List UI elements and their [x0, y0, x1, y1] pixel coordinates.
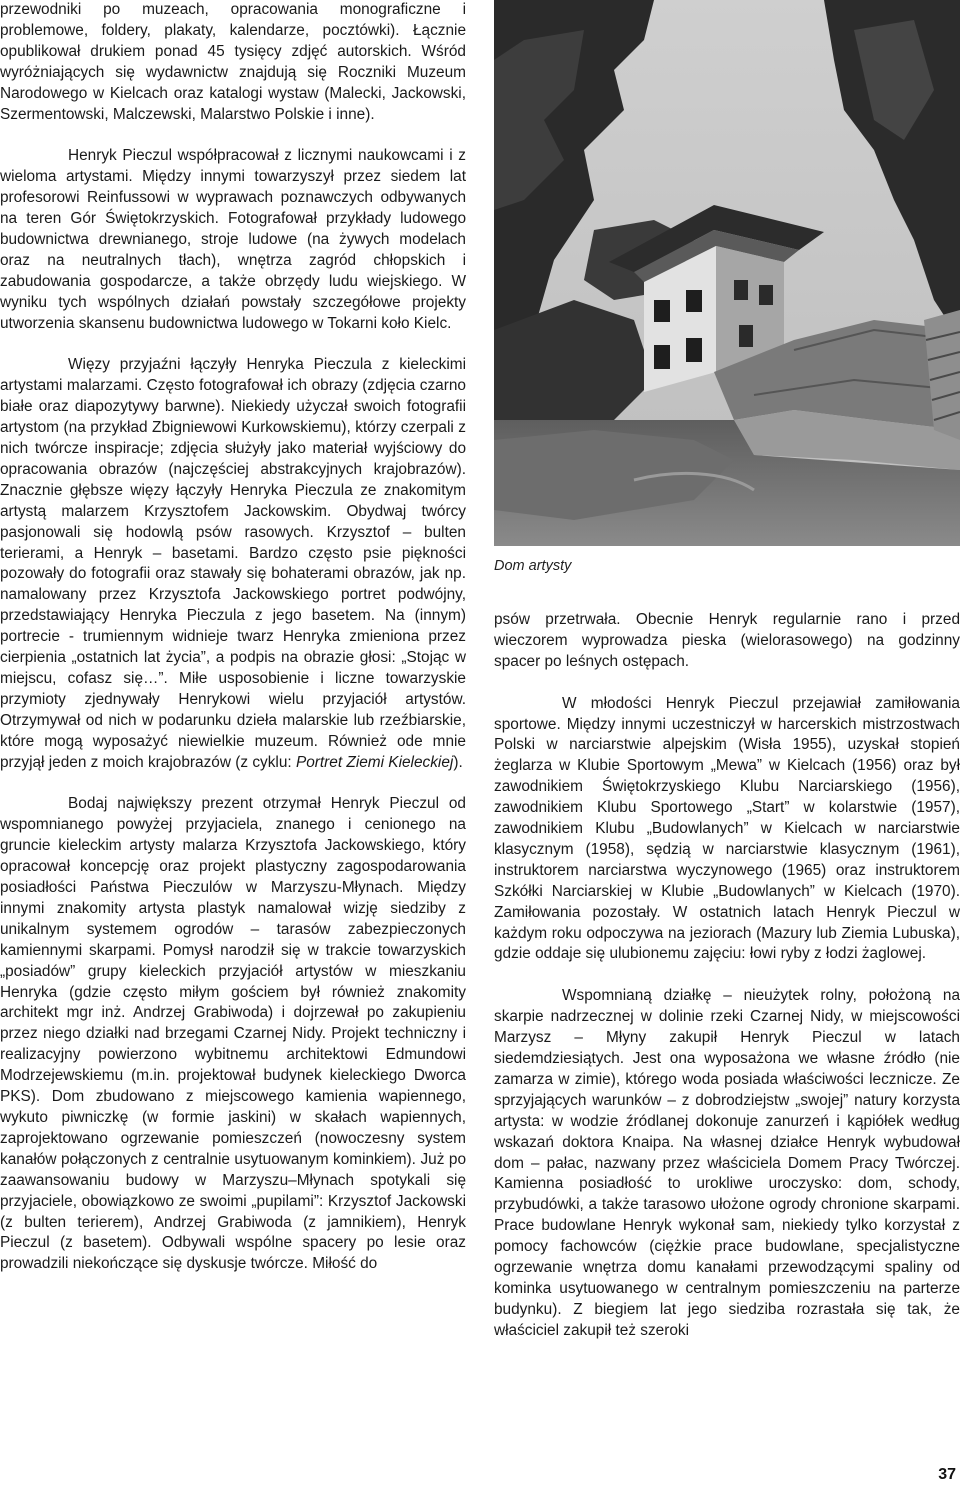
photo-caption: Dom artysty — [494, 558, 572, 574]
paragraph-friendship — [0, 355, 466, 773]
painting-cycle-title: Portret Ziemi Kieleckiej — [295, 753, 454, 771]
left-column — [0, 0, 466, 1275]
paragraph-collaboration: Henryk Pieczul współpracował z licznymi naukowcami i z wieloma artystami. Między innymi towarzyszył przez siedem lat profesorowi Reinfussowi w wyprawach poznawczych odbywanych na teren Gór Świętokrzyskich. Fotografował przykłady ludowego budownictwa drewnianego, stroje ludowe (na żywych modelach oraz na neutralnych tłach), wnętrza zagród chłopskich i zabudowania gospodarcze, a także obrzędy ludu wiejskiego. W wyniku tych wspólnych działań powstały szczegółowe projekty utworzenia skansenu budownictwa ludowego w Tokarni koło Kielc. — [0, 147, 466, 332]
paragraph-house-project: Bodaj największy prezent otrzymał Henryk Pieczul od wspomnianego powyżej przyjaciela, znanego i cenionego na gruncie kieleckim artysty malarza Krzysztofa Jackowskiego, który opracował koncepcję oraz projekt plastyczny zagospodarowania posiadłości Państwa Pieczulów w Marzyszu-Młynach. Między innymi znakomity artysta plastyk namalował wizję siedziby z unikalnym systemem ogrodów – tarasów zabezpieczonych kamiennymi skarpami. Pomysł narodził się w trakcie towarzyskich „posiadów” grupy kieleckich przyjaciół artystów w mieszkaniu Henryka (gdzie często miłym gościem był również znakomity architekt mgr inż. Andrzej Grabiwoda) i dojrzewał po zakupieniu przez niego działki nad brzegami Czarnej Nidy. Projekt techniczny i realizacyjny powierzono wybitnemu architektowi Edmundowi Modrzejewskiemu (m.in. projektował budynek kieleckiego Dworca PKS). Dom zbudowano z miejscowego kamienia wapiennego, wykuto piwniczkę (w formie jaskini) w skałach wapiennych, zaprojektowano ogrzewanie pomieszczeń (nowoczesny system kanałów połączonych z centralnie usytuowanym kominkiem). Już po zaawansowaniu budowy w Marzyszu–Młynach spotykali się przyjaciele, obowiązkowo ze swoimi „pupilami”: Krzysztof Jackowski (z bulten terierem), Andrzej Grabiwoda (z jamnikiem), Henryk Pieczul (z basetem). Odbywali wspólne spacery po lesie oraz prowadzili niekończące się dyskusje twórcze. Miłość do — [0, 795, 466, 1273]
page-number: 37 — [938, 1466, 956, 1483]
house-photo — [494, 0, 960, 546]
paragraph-sport: W młodości Henryk Pieczul przejawiał zamiłowania sportowe. Między innymi uczestniczył w harcerskich mistrzostwach Polski w narciarstwie alpejskim (Wisła 1955), uzyskał stopień żeglarza w Klubie Sportowym „Mewa” w Kielcach (1956) oraz był zawodnikiem Świętokrzyskiego Klubu Narciarskiego (1956), zawodnikiem Klubu Sportowego „Start” w kolarstwie (1957), zawodnikiem Klubu „Budowlanych” w Kielcach w narciarstwie klasycznym (1958), sędzią w narciarstwie klasycznym (1961), instruktorem narciarstwa wyczynowego (1965) oraz instruktorem Szkółki Narciarskiej w Klubie „Budowlanych” w Kielcach (1970). Zamiłowania pozostały. W ostatnich latach Henryk Pieczul w każdym roku odpoczywa na jeziorach (Mazury lub Ziemia Lubuska), gdzie oddaje się ulubionemu zajęciu: łowi ryby z łodzi żaglowej. — [494, 694, 960, 963]
paragraph-friendship-text: Więzy przyjaźni łączyły Henryka Pieczula z kieleckimi artystami malarzami. Często fotografował ich obrazy (zdjęcia czarno białe oraz diapozytywy barwne). Niekiedy użyczał swoich fotografii artystom (na przykład Zbigniewowi Kurkowskiemu), którzy czerpali z nich twórcze inspiracje; zdjęcia służyły jako materiał wyjściowy do opracowania obrazów (najczęściej abstrakcyjnych krajobrazów). Znacznie głębsze więzy łączyły Henryka Pieczula ze znakomitym artystą malarzem Krzysztofem Jackowskim. Obydwaj twórcy pasjonowali się hodowlą psów rasowych. Krzysztof – bulten terierami, a Henryk – basetami. Bardzo często psie piękności pozowały do fotografii oraz stawały się bohaterami obrazów, jak np. namalowany przez Krzysztofa Jackowskiego portret podwójny, przedstawiający Henryka Pieczula z jego basetem. Na (innym) portrecie - trumiennym widnieje twarz Henryka zmieniona przez cierpienia „ostatnich lat życia”, a podpis na obrazie głosi: „Stojąc w miejscu, cofasz się…”. Miłe usposobienie i liczne towarzyskie przymioty zjednywały Henrykowi wielu przyjaciół artystów. Otrzymywał od nich w podarunku dzieła malarskie lub rzeźbiarskie, które mogą wyposażyć niewielkie muzeum. Również ode mnie przyjął jeden z moich krajobrazów (z cyklu: — [0, 356, 466, 771]
paragraph-property: Wspomnianą działkę – nieużytek rolny, położoną na skarpie nadrzecznej w dolinie rzeki Czarnej Nidy, w miejscowości Marzysz – Młyny zakupił Henryk Pieczul w latach siedemdziesiątych. Jest ona wyposażona we własne źródło (nie zamarza w zimie), którego woda posiada właściwości lecznicze. Ze sprzyjających warunków – z dobrodziejstw „swojej” natury korzysta artysta: w wodzie źródlanej dokonuje zanurzeń i kąpiółek według wskazań doktora Knaipa. Na własnej działce Henryk wybudował dom – pałac, nazwany przez właściciela Domem Pracy Twórczej. Kamienna posiadłość to urokliwe uroczysko: dom, schody, przybudówki, a także tarasowo ułożone ogrody chronione skarpami. Prace budowlane Henryk wykonał sam, niekiedy tylko korzystał z pomocy fachowców (ciężkie prace budowlane, specjalistyczne ogrzewanie wnętrza domu kanałami przewodzącymi spaliny od kominka usytuowanego w centralnym pomieszczeniu na parterze budynku). Z biegiem lat jego siedziba rozrastała się tak, że właściciel zakupił też szeroki — [494, 987, 960, 1339]
paragraph-dog-love: psów przetrwała. Obecnie Henryk regularnie rano i przed wieczorem wyprowadza pieska (wielorasowego) na godzinny spacer po leśnych ostępach. — [494, 611, 960, 670]
right-column — [494, 610, 960, 1342]
paragraph-friendship-end: ). — [453, 753, 463, 771]
paragraph-publications: przewodniki po muzeach, opracowania monograficzne i problemowe, foldery, plakaty, kalendarze, pocztówki). Łącznie opublikował drukiem ponad 45 tysięcy zdjęć autorskich. Wśród wyróżniających się wydawnictw znajdują się Roczniki Muzeum Narodowego w Kielcach oraz katalogi wystaw (Malecki, Jackowski, Szermentowski, Malczewski, Malarstwo Polskie i inne). — [0, 1, 466, 123]
